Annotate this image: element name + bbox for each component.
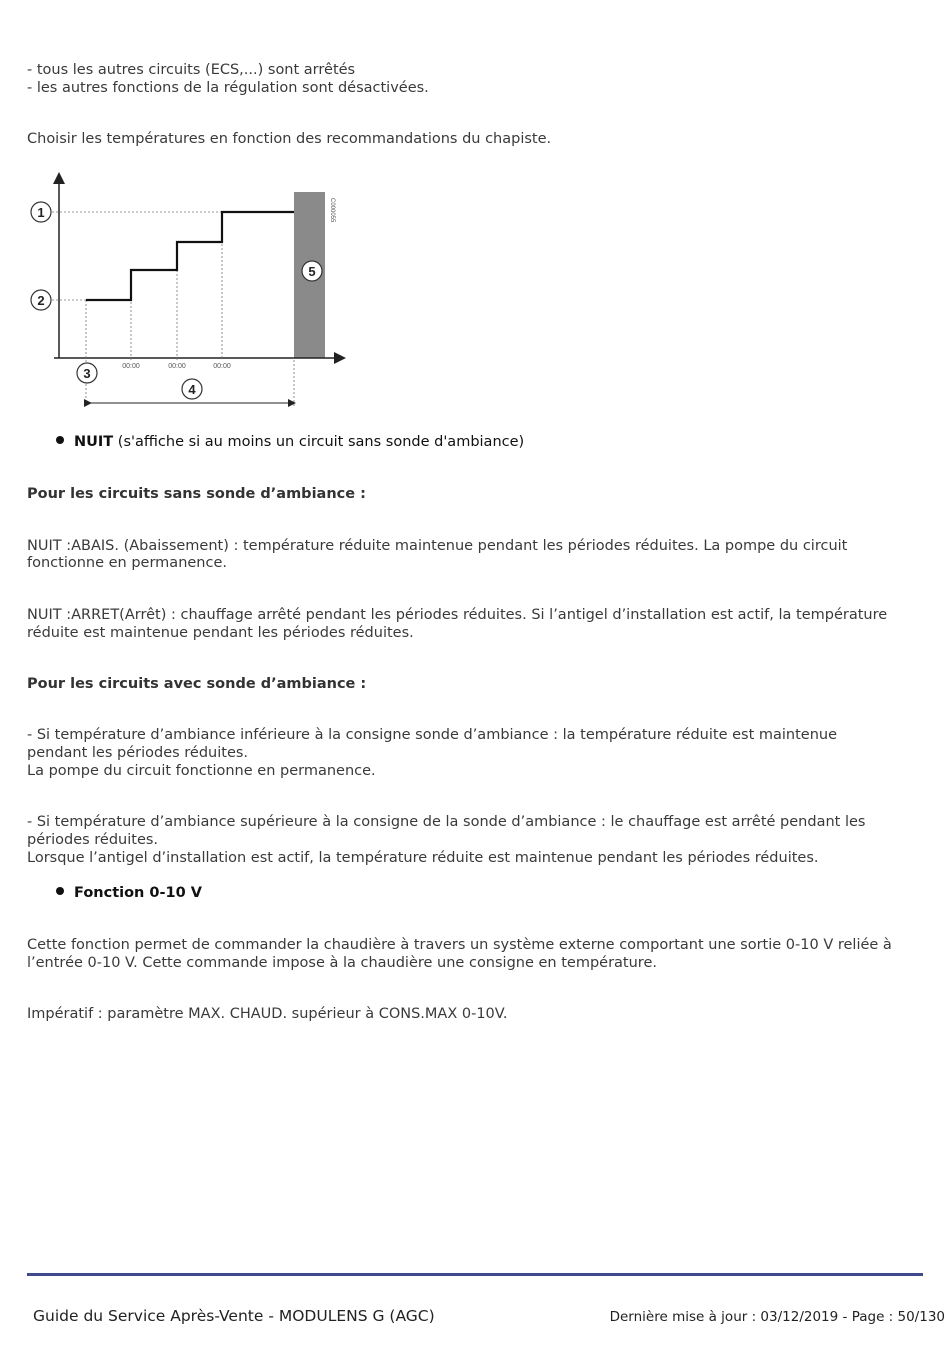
arret-line-2: réduite est maintenue pendant les périodes réduites. <box>27 625 414 641</box>
sup-line-3: Lorsque l’antigel d’installation est actif, la température réduite est maintenue pendant les périodes réduites. <box>27 850 819 866</box>
temperature-diagram <box>26 170 346 415</box>
fonction-line-1: Cette fonction permet de commander la chaudière à travers un système externe comportant une sortie 0-10 V reliée à <box>27 937 892 953</box>
time-label-1: 00:00 <box>122 363 140 370</box>
time-label-2: 00:00 <box>168 363 186 370</box>
step-curve <box>86 212 294 300</box>
svg-text:3: 3 <box>83 366 91 381</box>
footer-page-info: Dernière mise à jour : 03/12/2019 - Page : 50/130 <box>609 1309 945 1325</box>
callout-5 <box>302 261 322 281</box>
inf-line-2: pendant les périodes réduites. <box>27 745 249 761</box>
bullet-icon <box>56 436 64 444</box>
arret-line-1: NUIT :ARRET(Arrêt) : chauffage arrêté pendant les périodes réduites. Si l’antigel d’installation est actif, la température <box>27 607 888 623</box>
svg-text:5: 5 <box>308 264 316 279</box>
callout-3 <box>77 363 97 383</box>
intro-line-1: - tous les autres circuits (ECS,...) sont arrêtés <box>27 62 356 78</box>
fonction-label: Fonction 0-10 V <box>74 885 202 901</box>
footer-divider <box>27 1273 923 1276</box>
footer-title: Guide du Service Après-Vente - MODULENS G (AGC) <box>33 1307 435 1325</box>
svg-text:1: 1 <box>37 205 45 220</box>
svg-text:4: 4 <box>188 382 196 397</box>
inf-line-3: La pompe du circuit fonctionne en permanence. <box>27 763 376 779</box>
imperatif-text: Impératif : paramètre MAX. CHAUD. supérieur à CONS.MAX 0-10V. <box>27 1006 508 1022</box>
sup-line-1: - Si température d’ambiance supérieure à la consigne de la sonde d’ambiance : le chauffage est arrêté pendant les <box>27 814 866 830</box>
diagram-code: C000055 <box>329 198 335 223</box>
bullet-icon <box>56 887 64 895</box>
callout-2 <box>31 290 51 310</box>
sans-sonde-heading: Pour les circuits sans sonde d’ambiance : <box>27 486 366 502</box>
intro-line-2: - les autres fonctions de la régulation sont désactivées. <box>27 80 429 96</box>
abais-line-1: NUIT :ABAIS. (Abaissement) : température réduite maintenue pendant les périodes réduites. La pompe du circuit <box>27 538 848 554</box>
svg-text:2: 2 <box>37 293 45 308</box>
abais-line-2: fonctionne en permanence. <box>27 555 227 571</box>
fonction-bullet <box>56 884 202 902</box>
nuit-suffix: (s'affiche si au moins un circuit sans sonde d'ambiance) <box>113 434 525 450</box>
callout-1 <box>31 202 51 222</box>
sup-line-2: périodes réduites. <box>27 832 159 848</box>
nuit-bullet <box>56 433 524 451</box>
avec-sonde-heading: Pour les circuits avec sonde d’ambiance : <box>27 676 367 692</box>
inf-line-1: - Si température d’ambiance inférieure à la consigne sonde d’ambiance : la température réduite est maintenue <box>27 727 838 743</box>
time-label-3: 00:00 <box>213 363 231 370</box>
callout-4 <box>182 379 202 399</box>
fonction-line-2: l’entrée 0-10 V. Cette commande impose à la chaudière une consigne en température. <box>27 955 657 971</box>
choose-text: Choisir les températures en fonction des recommandations du chapiste. <box>27 131 552 147</box>
nuit-label: NUIT <box>74 434 114 450</box>
